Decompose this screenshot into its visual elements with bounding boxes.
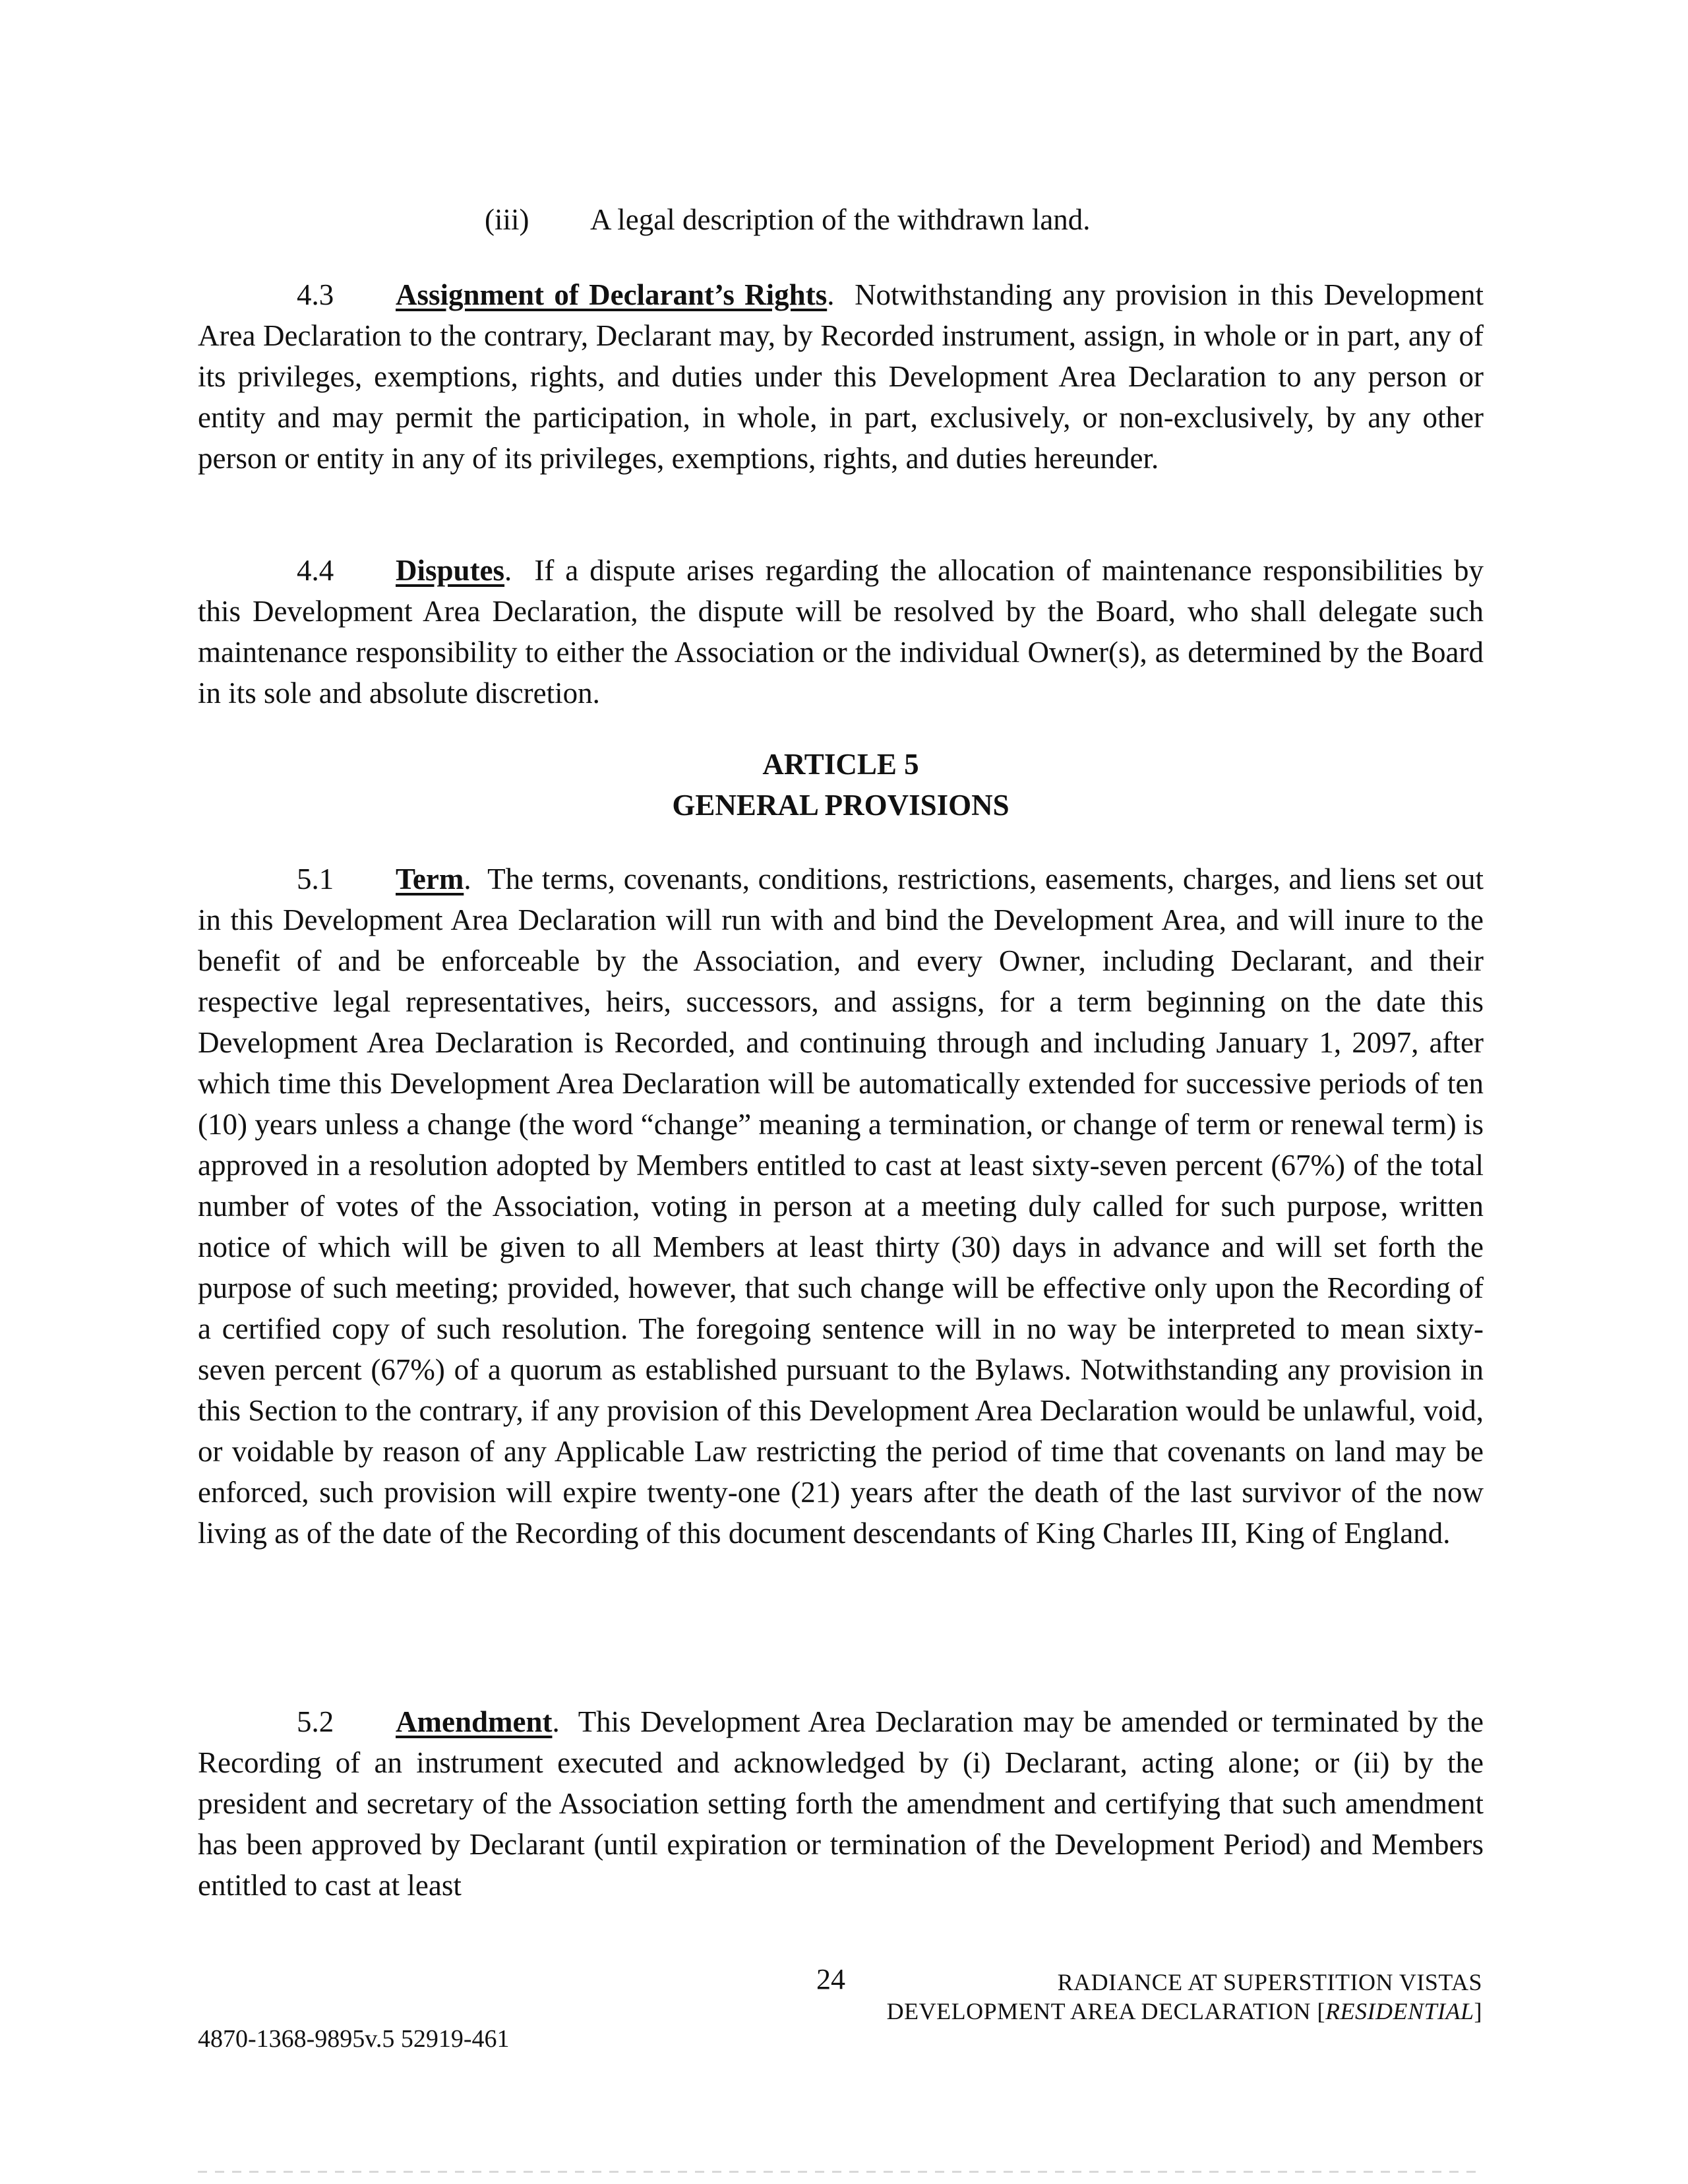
section-heading: Disputes	[396, 554, 505, 587]
subitem-iii	[485, 199, 1091, 240]
section-5-1: 5.1 Term. The terms, covenants, conditions, restrictions, easements, charges, and liens set out in this Development Area Declaration will run with and bind the Development Area, and will inure to the benefit of and be enforceable by the Association, and every Owner, including Declarant, and their respective legal representatives, heirs, successors, and assigns, for a term beginning on the date this Development Area Declaration is Recorded, and continuing through and including January 1, 2097, after which time this Development Area Declaration will be automatically extended for successive periods of ten (10) years unless a change (the word “change” meaning a termination, or change of term or renewal term) is approved in a resolution adopted by Members entitled to cast at least sixty-seven percent (67%) of the total number of votes of the Association, voting in person at a meeting duly called for such purpose, written notice of which will be given to all Members at least thirty (30) days in advance and will set forth the purpose of such meeting; provided, however, that such change will be effective only upon the Recording of a certified copy of such resolution. The foregoing sentence will in no way be interpreted to mean sixty-seven percent (67%) of a quorum as established pursuant to the Bylaws. Notwithstanding any provision in this Section to the contrary, if any provision of this Development Area Declaration would be unlawful, void, or voidable by reason of any Applicable Law restricting the period of time that covenants on land may be enforced, such provision will expire twenty-one (21) years after the death of the last survivor of the now living as of the date of the Recording of this document descendants of King Charles III, King of England.	[198, 859, 1484, 1554]
section-body: If a dispute arises regarding the allocation of maintenance responsibilities by this Development Area Declaration, the dispute will be resolved by the Board, who shall delegate such maintenance responsibility to either the Association or the individual Owner(s), as determined by the Board in its sole and absolute discretion.	[198, 554, 1484, 710]
document-id: 4870-1368-9895v.5 52919-461	[198, 2025, 510, 2053]
section-heading: Term	[396, 863, 464, 895]
section-heading: Amendment	[396, 1705, 553, 1738]
article-title: GENERAL PROVISIONS	[672, 789, 1010, 822]
section-body: The terms, covenants, conditions, restrictions, easements, charges, and liens set out in this Development Area Declaration will run with and bind the Development Area, and will inure to the benefit of and be enforceable by the Association, and every Owner, including Declarant, and their respective legal representatives, heirs, successors, and assigns, for a term beginning on the date this Development Area Declaration is Recorded, and continuing through and including January 1, 2097, after which time this Development Area Declaration will be automatically extended for successive periods of ten (10) years unless a change (the word “change” meaning a termination, or change of term or renewal term) is approved in a resolution adopted by Members entitled to cast at least sixty-seven percent (67%) of the total number of votes of the Association, voting in person at a meeting duly called for such purpose, written notice of which will be given to all Members at least thirty (30) days in advance and will set forth the purpose of such meeting; provided, however, that such change will be effective only upon the Recording of a certified copy of such resolution. The foregoing sentence will in no way be interpreted to mean sixty-seven percent (67%) of a quorum as established pursuant to the Bylaws. Notwithstanding any provision in this Section to the contrary, if any provision of this Development Area Declaration would be unlawful, void, or voidable by reason of any Applicable Law restricting the period of time that covenants on land may be enforced, such provision will expire twenty-one (21) years after the death of the last survivor of the now living as of the date of the Recording of this document descendants of King Charles III, King of England.	[198, 863, 1484, 1550]
section-number: 5.1	[297, 863, 334, 895]
section-4-4: 4.4 Disputes. If a dispute arises regarding the allocation of maintenance responsibilities by this Development Area Declaration, the dispute will be resolved by the Board, who shall delegate such maintenance responsibility to either the Association or the individual Owner(s), as determined by the Board in its sole and absolute discretion.	[198, 550, 1484, 713]
section-body: This Development Area Declaration may be amended or terminated by the Recording of an instrument executed and acknowledged by (i) Declarant, acting alone; or (ii) by the president and secretary of the Association setting forth the amendment and certifying that such amendment has been approved by Declarant (until expiration or termination of the Development Period) and Members entitled to cast at least	[198, 1705, 1484, 1902]
footer-title-italic: RESIDENTIAL	[1325, 1998, 1474, 2024]
scan-artifact-divider	[198, 2171, 1484, 2173]
footer-project-name: RADIANCE AT SUPERSTITION VISTAS	[1057, 1969, 1482, 1995]
subitem-text: A legal description of the withdrawn land.	[590, 203, 1091, 236]
subitem-number: (iii)	[485, 203, 529, 236]
section-number: 4.4	[297, 554, 334, 587]
section-heading: Assignment of Declarant’s Rights	[396, 278, 828, 311]
section-4-3: 4.3 Assignment of Declarant’s Rights. Notwithstanding any provision in this Development Area Declaration to the contrary, Declarant may, by Recorded instrument, assign, in whole or in part, any of its privileges, exemptions, rights, and duties under this Development Area Declaration to any person or entity and may permit the participation, in whole, in part, exclusively, or non-exclusively, by any other person or entity in any of its privileges, exemptions, rights, and duties hereunder.	[198, 274, 1484, 479]
footer-title-block	[887, 1968, 1482, 2026]
footer-document-title: DEVELOPMENT AREA DECLARATION [RESIDENTIAL]	[886, 1998, 1482, 2024]
article-number: ARTICLE 5	[762, 748, 919, 781]
section-number: 5.2	[297, 1705, 334, 1738]
page-number: 24	[816, 1963, 845, 1995]
article-heading	[198, 744, 1484, 826]
section-5-2: 5.2 Amendment. This Development Area Declaration may be amended or terminated by the Recording of an instrument executed and acknowledged by (i) Declarant, acting alone; or (ii) by the president and secretary of the Association setting forth the amendment and certifying that such amendment has been approved by Declarant (until expiration or termination of the Development Period) and Members entitled to cast at least	[198, 1701, 1484, 1906]
section-body: Notwithstanding any provision in this Development Area Declaration to the contrary, Declarant may, by Recorded instrument, assign, in whole or in part, any of its privileges, exemptions, rights, and duties under this Development Area Declaration to any person or entity and may permit the participation, in whole, in part, exclusively, or non-exclusively, by any other person or entity in any of its privileges, exemptions, rights, and duties hereunder.	[198, 278, 1484, 475]
section-number: 4.3	[297, 278, 334, 311]
